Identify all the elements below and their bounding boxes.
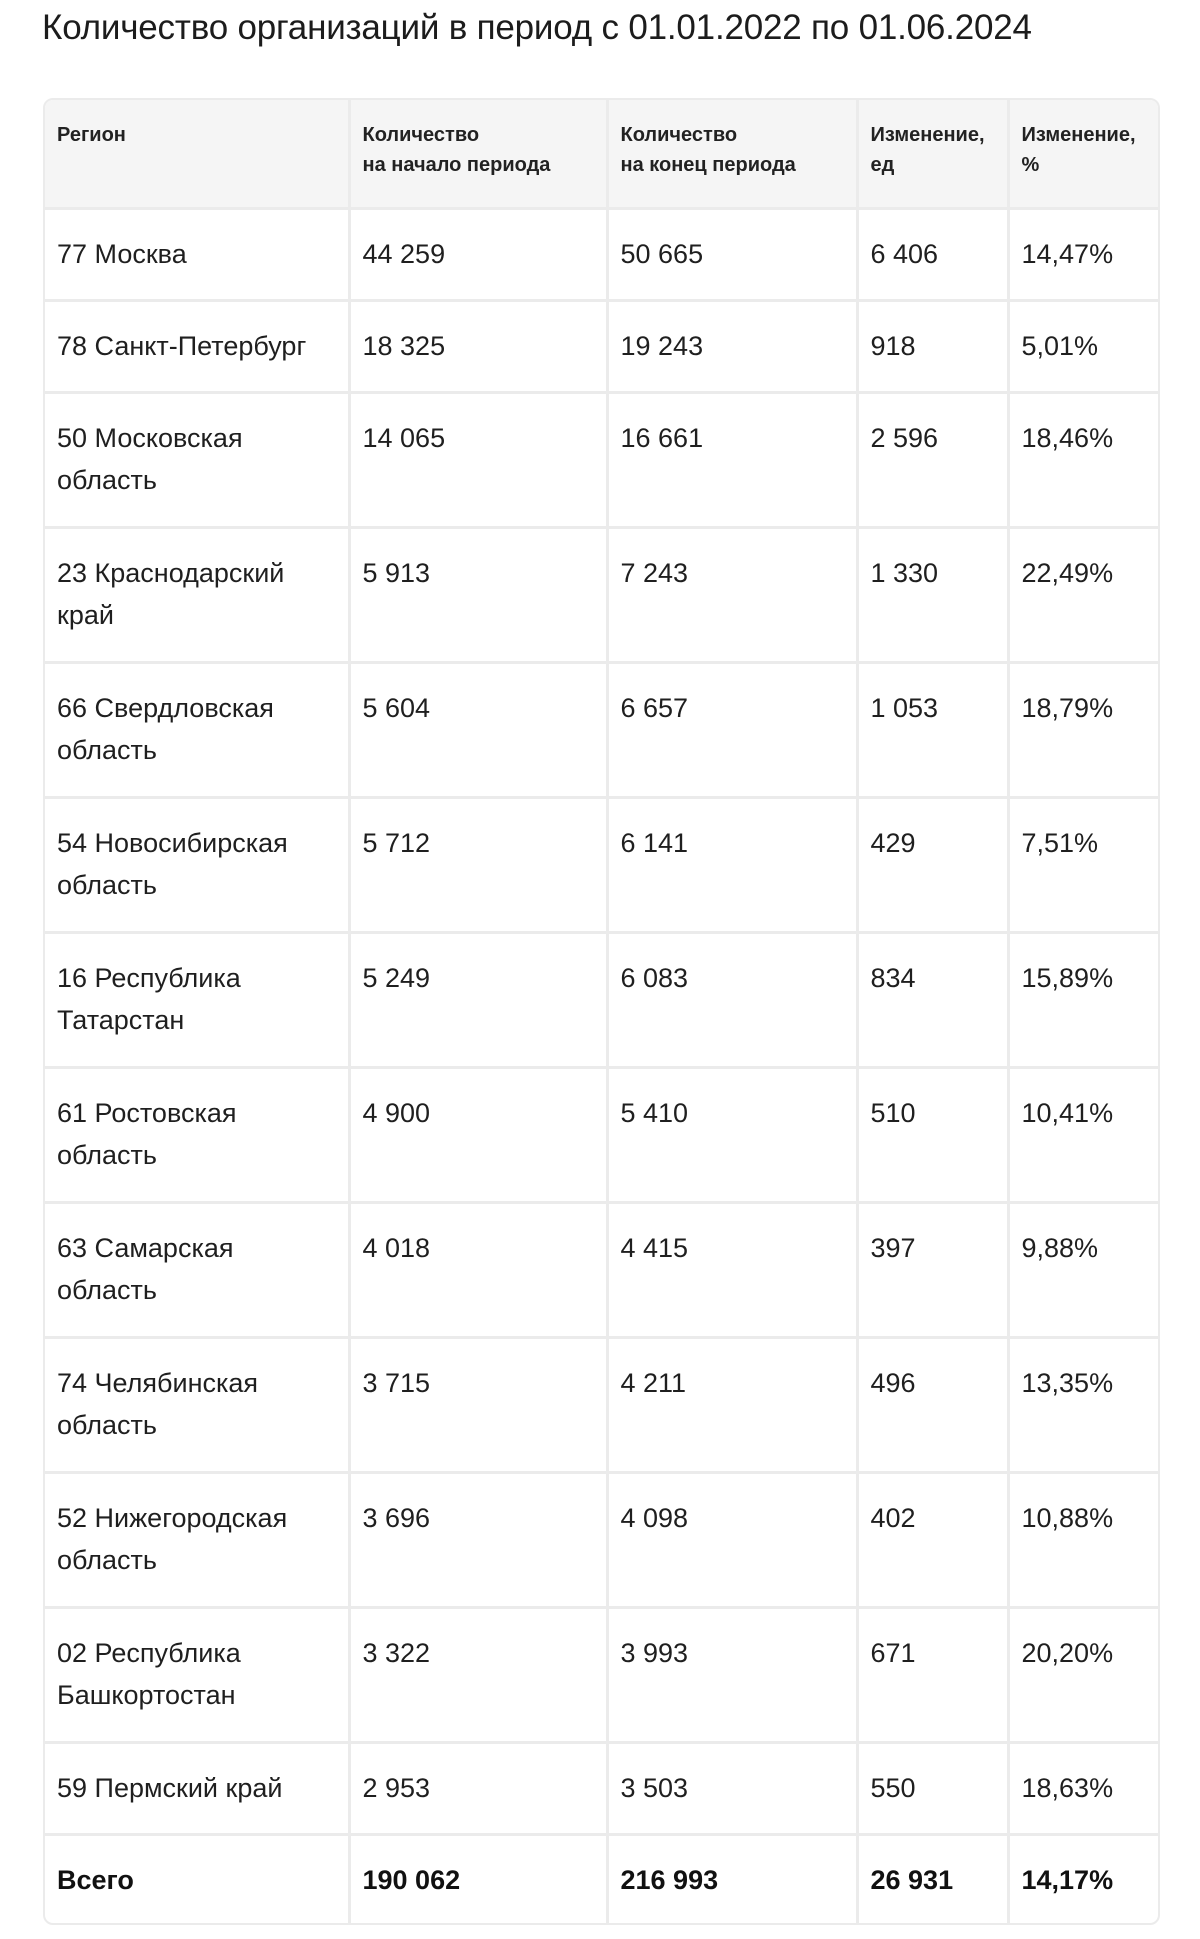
table-row [45, 1067, 1158, 1202]
header-end-count: Количество на конец периода [607, 100, 857, 208]
table-total-row [45, 1834, 1158, 1923]
page-title: Количество организаций в период с 01.01.2022 по 01.06.2024 [42, 8, 1032, 47]
cell-change-units: 6 406 [857, 208, 1008, 300]
cell-change-units: 550 [857, 1742, 1008, 1834]
cell-change-percent: 14,47% [1008, 208, 1158, 300]
cell-change-percent: 20,20% [1008, 1607, 1158, 1742]
cell-end-count: 16 661 [607, 392, 857, 527]
table-row [45, 527, 1158, 662]
cell-start-count: 5 712 [349, 797, 607, 932]
cell-end-count: 4 098 [607, 1472, 857, 1607]
cell-start-count: 44 259 [349, 208, 607, 300]
total-cell-start-count: 190 062 [349, 1834, 607, 1923]
cell-start-count: 2 953 [349, 1742, 607, 1834]
cell-region: 61 Ростовская область [45, 1067, 349, 1202]
cell-change-units: 402 [857, 1472, 1008, 1607]
cell-end-count: 19 243 [607, 300, 857, 392]
cell-change-percent: 22,49% [1008, 527, 1158, 662]
cell-start-count: 4 900 [349, 1067, 607, 1202]
cell-region: 66 Свердловская область [45, 662, 349, 797]
table-row [45, 208, 1158, 300]
cell-end-count: 3 993 [607, 1607, 857, 1742]
cell-start-count: 3 715 [349, 1337, 607, 1472]
cell-end-count: 4 211 [607, 1337, 857, 1472]
total-cell-change-units: 26 931 [857, 1834, 1008, 1923]
cell-change-units: 1 053 [857, 662, 1008, 797]
table-row [45, 1337, 1158, 1472]
cell-change-percent: 9,88% [1008, 1202, 1158, 1337]
cell-end-count: 6 657 [607, 662, 857, 797]
cell-end-count: 7 243 [607, 527, 857, 662]
table-row [45, 392, 1158, 527]
cell-change-units: 1 330 [857, 527, 1008, 662]
cell-region: 52 Нижегородская область [45, 1472, 349, 1607]
cell-change-percent: 7,51% [1008, 797, 1158, 932]
cell-start-count: 3 322 [349, 1607, 607, 1742]
cell-change-percent: 10,88% [1008, 1472, 1158, 1607]
cell-end-count: 6 083 [607, 932, 857, 1067]
header-change-units: Изменение, ед [857, 100, 1008, 208]
cell-region: 54 Новосибирская область [45, 797, 349, 932]
cell-change-units: 918 [857, 300, 1008, 392]
table-row [45, 1202, 1158, 1337]
cell-change-percent: 10,41% [1008, 1067, 1158, 1202]
cell-region: 59 Пермский край [45, 1742, 349, 1834]
cell-end-count: 3 503 [607, 1742, 857, 1834]
table-row [45, 1607, 1158, 1742]
cell-region: 78 Санкт-Петербург [45, 300, 349, 392]
header-change-percent: Изменение, % [1008, 100, 1158, 208]
cell-end-count: 5 410 [607, 1067, 857, 1202]
cell-end-count: 50 665 [607, 208, 857, 300]
table-row [45, 932, 1158, 1067]
header-region: Регион [45, 100, 349, 208]
cell-start-count: 14 065 [349, 392, 607, 527]
cell-region: 63 Самарская область [45, 1202, 349, 1337]
table-row [45, 300, 1158, 392]
table-row [45, 797, 1158, 932]
cell-region: 23 Краснодарский край [45, 527, 349, 662]
table-row [45, 1472, 1158, 1607]
cell-change-percent: 18,63% [1008, 1742, 1158, 1834]
cell-change-percent: 5,01% [1008, 300, 1158, 392]
cell-end-count: 4 415 [607, 1202, 857, 1337]
cell-region: 50 Московская область [45, 392, 349, 527]
cell-change-units: 510 [857, 1067, 1008, 1202]
cell-change-percent: 18,79% [1008, 662, 1158, 797]
cell-region: 74 Челябинская область [45, 1337, 349, 1472]
total-cell-change-percent: 14,17% [1021, 1864, 1114, 1895]
cell-region: 77 Москва [45, 208, 349, 300]
cell-change-units: 397 [857, 1202, 1008, 1337]
cell-start-count: 5 913 [349, 527, 607, 662]
organizations-table [43, 98, 1160, 1925]
cell-start-count: 3 696 [349, 1472, 607, 1607]
cell-region: 02 Республика Башкортостан [45, 1607, 349, 1742]
cell-start-count: 18 325 [349, 300, 607, 392]
cell-change-units: 834 [857, 932, 1008, 1067]
cell-end-count: 6 141 [607, 797, 857, 932]
table-row [45, 662, 1158, 797]
header-start-count: Количество на начало периода [349, 100, 607, 208]
cell-change-units: 2 596 [857, 392, 1008, 527]
cell-change-percent: 13,35% [1008, 1337, 1158, 1472]
table-header-row [45, 100, 1158, 208]
cell-start-count: 5 604 [349, 662, 607, 797]
cell-change-units: 429 [857, 797, 1008, 932]
cell-region: 16 Республика Татарстан [45, 932, 349, 1067]
cell-change-percent: 18,46% [1008, 392, 1158, 527]
total-cell-region: Всего [45, 1834, 349, 1923]
table-row [45, 1742, 1158, 1834]
total-cell-end-count: 216 993 [607, 1834, 857, 1923]
cell-change-percent: 15,89% [1008, 932, 1158, 1067]
cell-start-count: 4 018 [349, 1202, 607, 1337]
cell-change-units: 671 [857, 1607, 1008, 1742]
cell-start-count: 5 249 [349, 932, 607, 1067]
cell-change-units: 496 [857, 1337, 1008, 1472]
